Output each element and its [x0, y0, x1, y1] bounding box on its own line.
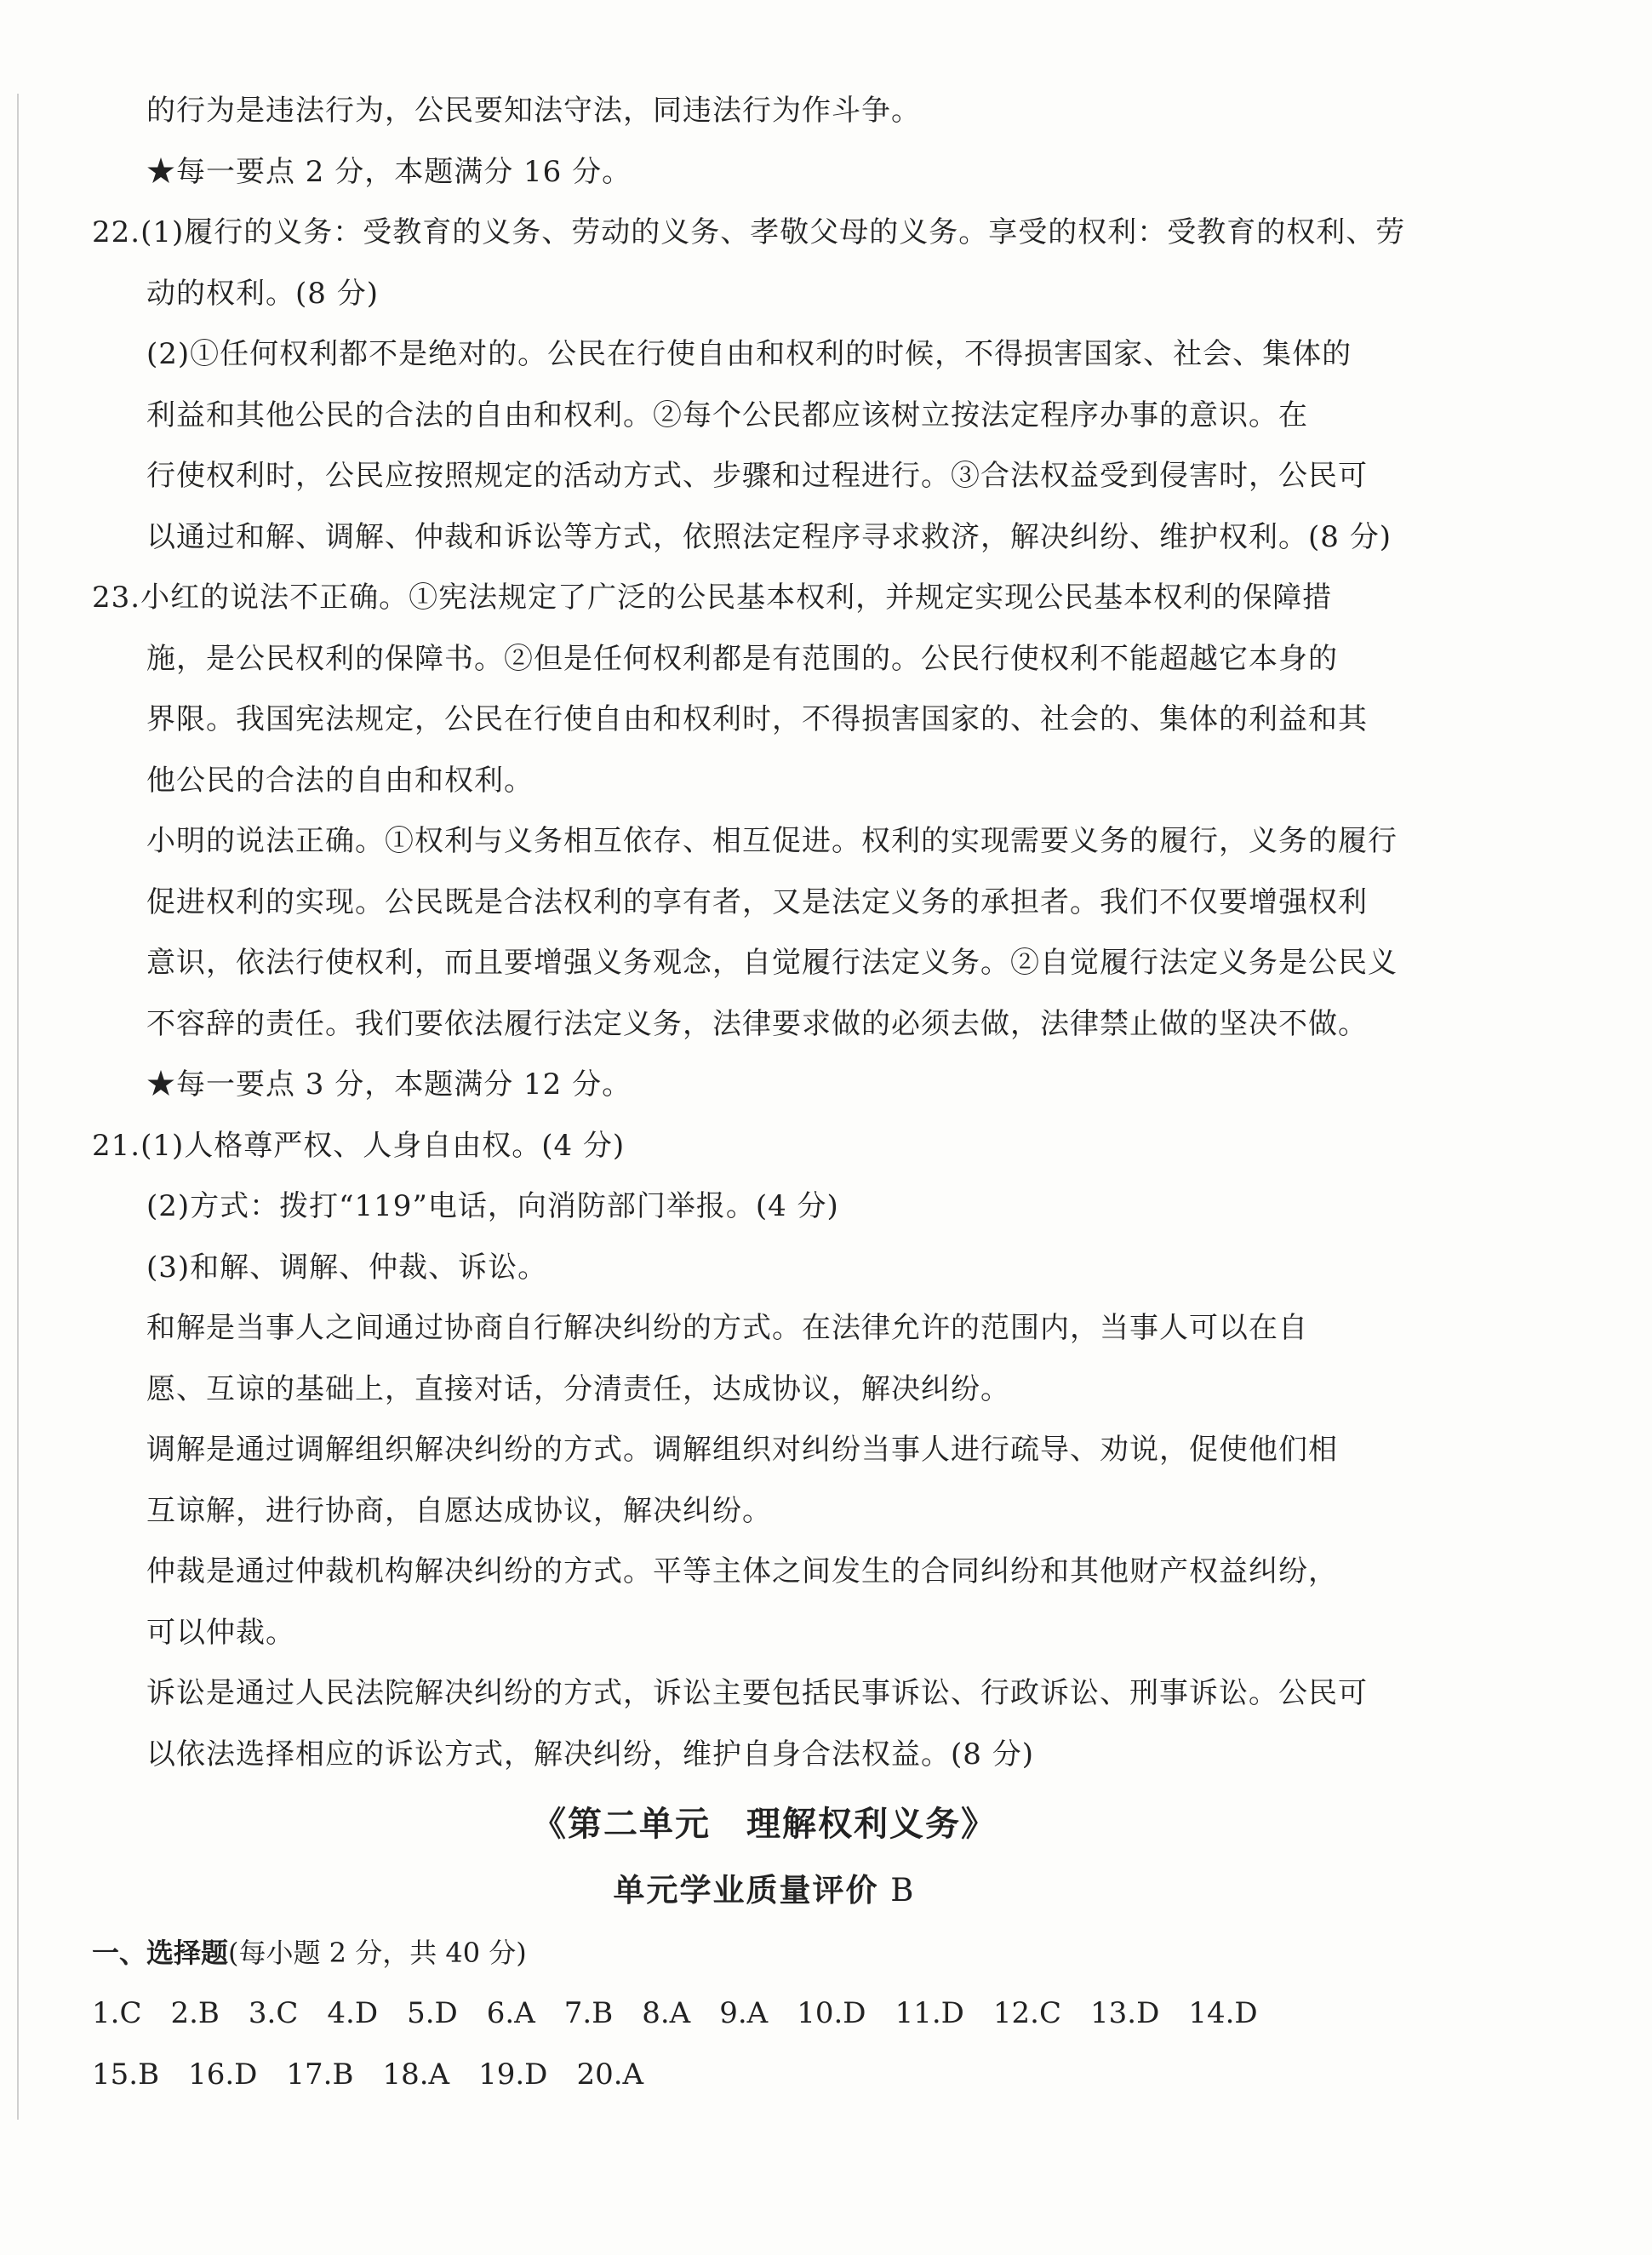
text-line: 诉讼是通过人民法院解决纠纷的方式，诉讼主要包括民事诉讼、行政诉讼、刑事诉讼。公民可	[146, 1676, 1368, 1710]
text-line: 互谅解，进行协商，自愿达成协议，解决纠纷。	[146, 1493, 772, 1528]
text-line: 仲裁是通过仲裁机构解决纠纷的方式。平等主体之间发生的合同纠纷和其他财产权益纠纷，	[146, 1554, 1338, 1588]
answer-item: 11.D	[895, 1996, 964, 2030]
text-line: 以通过和解、调解、仲裁和诉讼等方式，依照法定程序寻求救济，解决纠纷、维护权利。(8 分)	[146, 519, 1392, 554]
section-heading-text: 一、选择题	[92, 1937, 229, 1969]
text-line: 小明的说法正确。①权利与义务相互依存、相互促进。权利的实现需要义务的履行，义务的履行	[146, 824, 1398, 858]
answer-item: 4.D	[327, 1996, 379, 2030]
scoring-note: ★每一要点 3 分，本题满分 12 分。	[146, 1067, 632, 1102]
answer-item: 5.D	[407, 1996, 458, 2030]
text-line: 以依法选择相应的诉讼方式，解决纠纷，维护自身合法权益。(8 分)	[146, 1737, 1034, 1771]
answer-item: 14.D	[1188, 1996, 1258, 2030]
answer-item: 13.D	[1090, 1996, 1160, 2030]
answer-item: 2.B	[170, 1996, 220, 2030]
text-line: 调解是通过调解组织解决纠纷的方式。调解组织对纠纷当事人进行疏导、劝说，促使他们相	[146, 1433, 1338, 1467]
answer-item: 1.C	[92, 1996, 142, 2030]
text-line: 动的权利。(8 分)	[146, 276, 379, 311]
text-line: (2)①任何权利都不是绝对的。公民在行使自由和权利的时候，不得损害国家、社会、集体的	[146, 337, 1352, 371]
text-line: 可以仲裁。	[146, 1615, 295, 1650]
unit-title: 《第二单元 理解权利义务》	[532, 1805, 997, 1844]
answer-item: 19.D	[478, 2058, 548, 2092]
text-line: 他公民的合法的自由和权利。	[146, 763, 534, 798]
section-heading-note: (每小题 2 分，共 40 分)	[228, 1937, 527, 1969]
text-line: 意识，依法行使权利，而且要增强义务观念，自觉履行法定义务。②自觉履行法定义务是公民义	[146, 946, 1398, 980]
text-line: (2)方式：拨打“119”电话，向消防部门举报。(4 分)	[146, 1189, 839, 1223]
answers-row-2	[92, 2044, 1437, 2105]
text-line: 界限。我国宪法规定，公民在行使自由和权利时，不得损害国家的、社会的、集体的利益和其	[146, 702, 1368, 736]
text-line: 施，是公民权利的保障书。②但是任何权利都是有范围的。公民行使权利不能超越它本身的	[146, 641, 1338, 676]
evaluation-title	[92, 1858, 1437, 1923]
answer-item: 10.D	[797, 1996, 866, 2030]
page-content	[92, 81, 1437, 2105]
answer-item: 3.C	[248, 1996, 299, 2030]
question-23-line: 23.小红的说法不正确。①宪法规定了广泛的公民基本权利，并规定实现公民基本权利的保障措	[92, 581, 1333, 615]
binding-margin-line	[17, 94, 19, 2120]
answer-item: 9.A	[719, 1996, 769, 2030]
answer-item: 18.A	[382, 2058, 450, 2092]
answers-row-1	[92, 1983, 1437, 2044]
answer-item: 20.A	[576, 2058, 644, 2092]
section-heading	[92, 1923, 1437, 1983]
text-line: (3)和解、调解、仲裁、诉讼。	[146, 1250, 548, 1285]
evaluation-title-suffix: B	[878, 1872, 916, 1909]
answer-item: 7.B	[563, 1996, 614, 2030]
question-21-line: 21.(1)人格尊严权、人身自由权。(4 分)	[92, 1128, 626, 1163]
evaluation-title-text: 单元学业质量评价	[613, 1872, 879, 1909]
scoring-note: ★每一要点 2 分，本题满分 16 分。	[146, 154, 632, 189]
text-line: 和解是当事人之间通过协商自行解决纠纷的方式。在法律允许的范围内，当事人可以在自	[146, 1311, 1308, 1345]
question-22-line: 22.(1)履行的义务：受教育的义务、劳动的义务、孝敬父母的义务。享受的权利：受教育的权利、劳	[92, 215, 1406, 249]
answer-item: 12.C	[992, 1996, 1061, 2030]
answer-item: 17.B	[286, 2058, 354, 2092]
answer-item: 8.A	[642, 1996, 691, 2030]
text-line: 愿、互谅的基础上，直接对话，分清责任，达成协议，解决纠纷。	[146, 1371, 1010, 1406]
text-line: 行使权利时，公民应按照规定的活动方式、步骤和过程进行。③合法权益受到侵害时，公民可	[146, 459, 1368, 493]
text-line: 不容辞的责任。我们要依法履行法定义务，法律要求做的必须去做，法律禁止做的坚决不做。	[146, 1006, 1368, 1041]
answer-item: 15.B	[92, 2058, 160, 2092]
text-line: 利益和其他公民的合法的自由和权利。②每个公民都应该树立按法定程序办事的意识。在	[146, 398, 1308, 432]
answer-item: 6.A	[486, 1996, 535, 2030]
answer-item: 16.D	[188, 2058, 258, 2092]
text-line: 的行为是违法行为，公民要知法守法，同违法行为作斗争。	[146, 94, 921, 128]
text-line: 促进权利的实现。公民既是合法权利的享有者，又是法定义务的承担者。我们不仅要增强权利	[146, 884, 1368, 919]
